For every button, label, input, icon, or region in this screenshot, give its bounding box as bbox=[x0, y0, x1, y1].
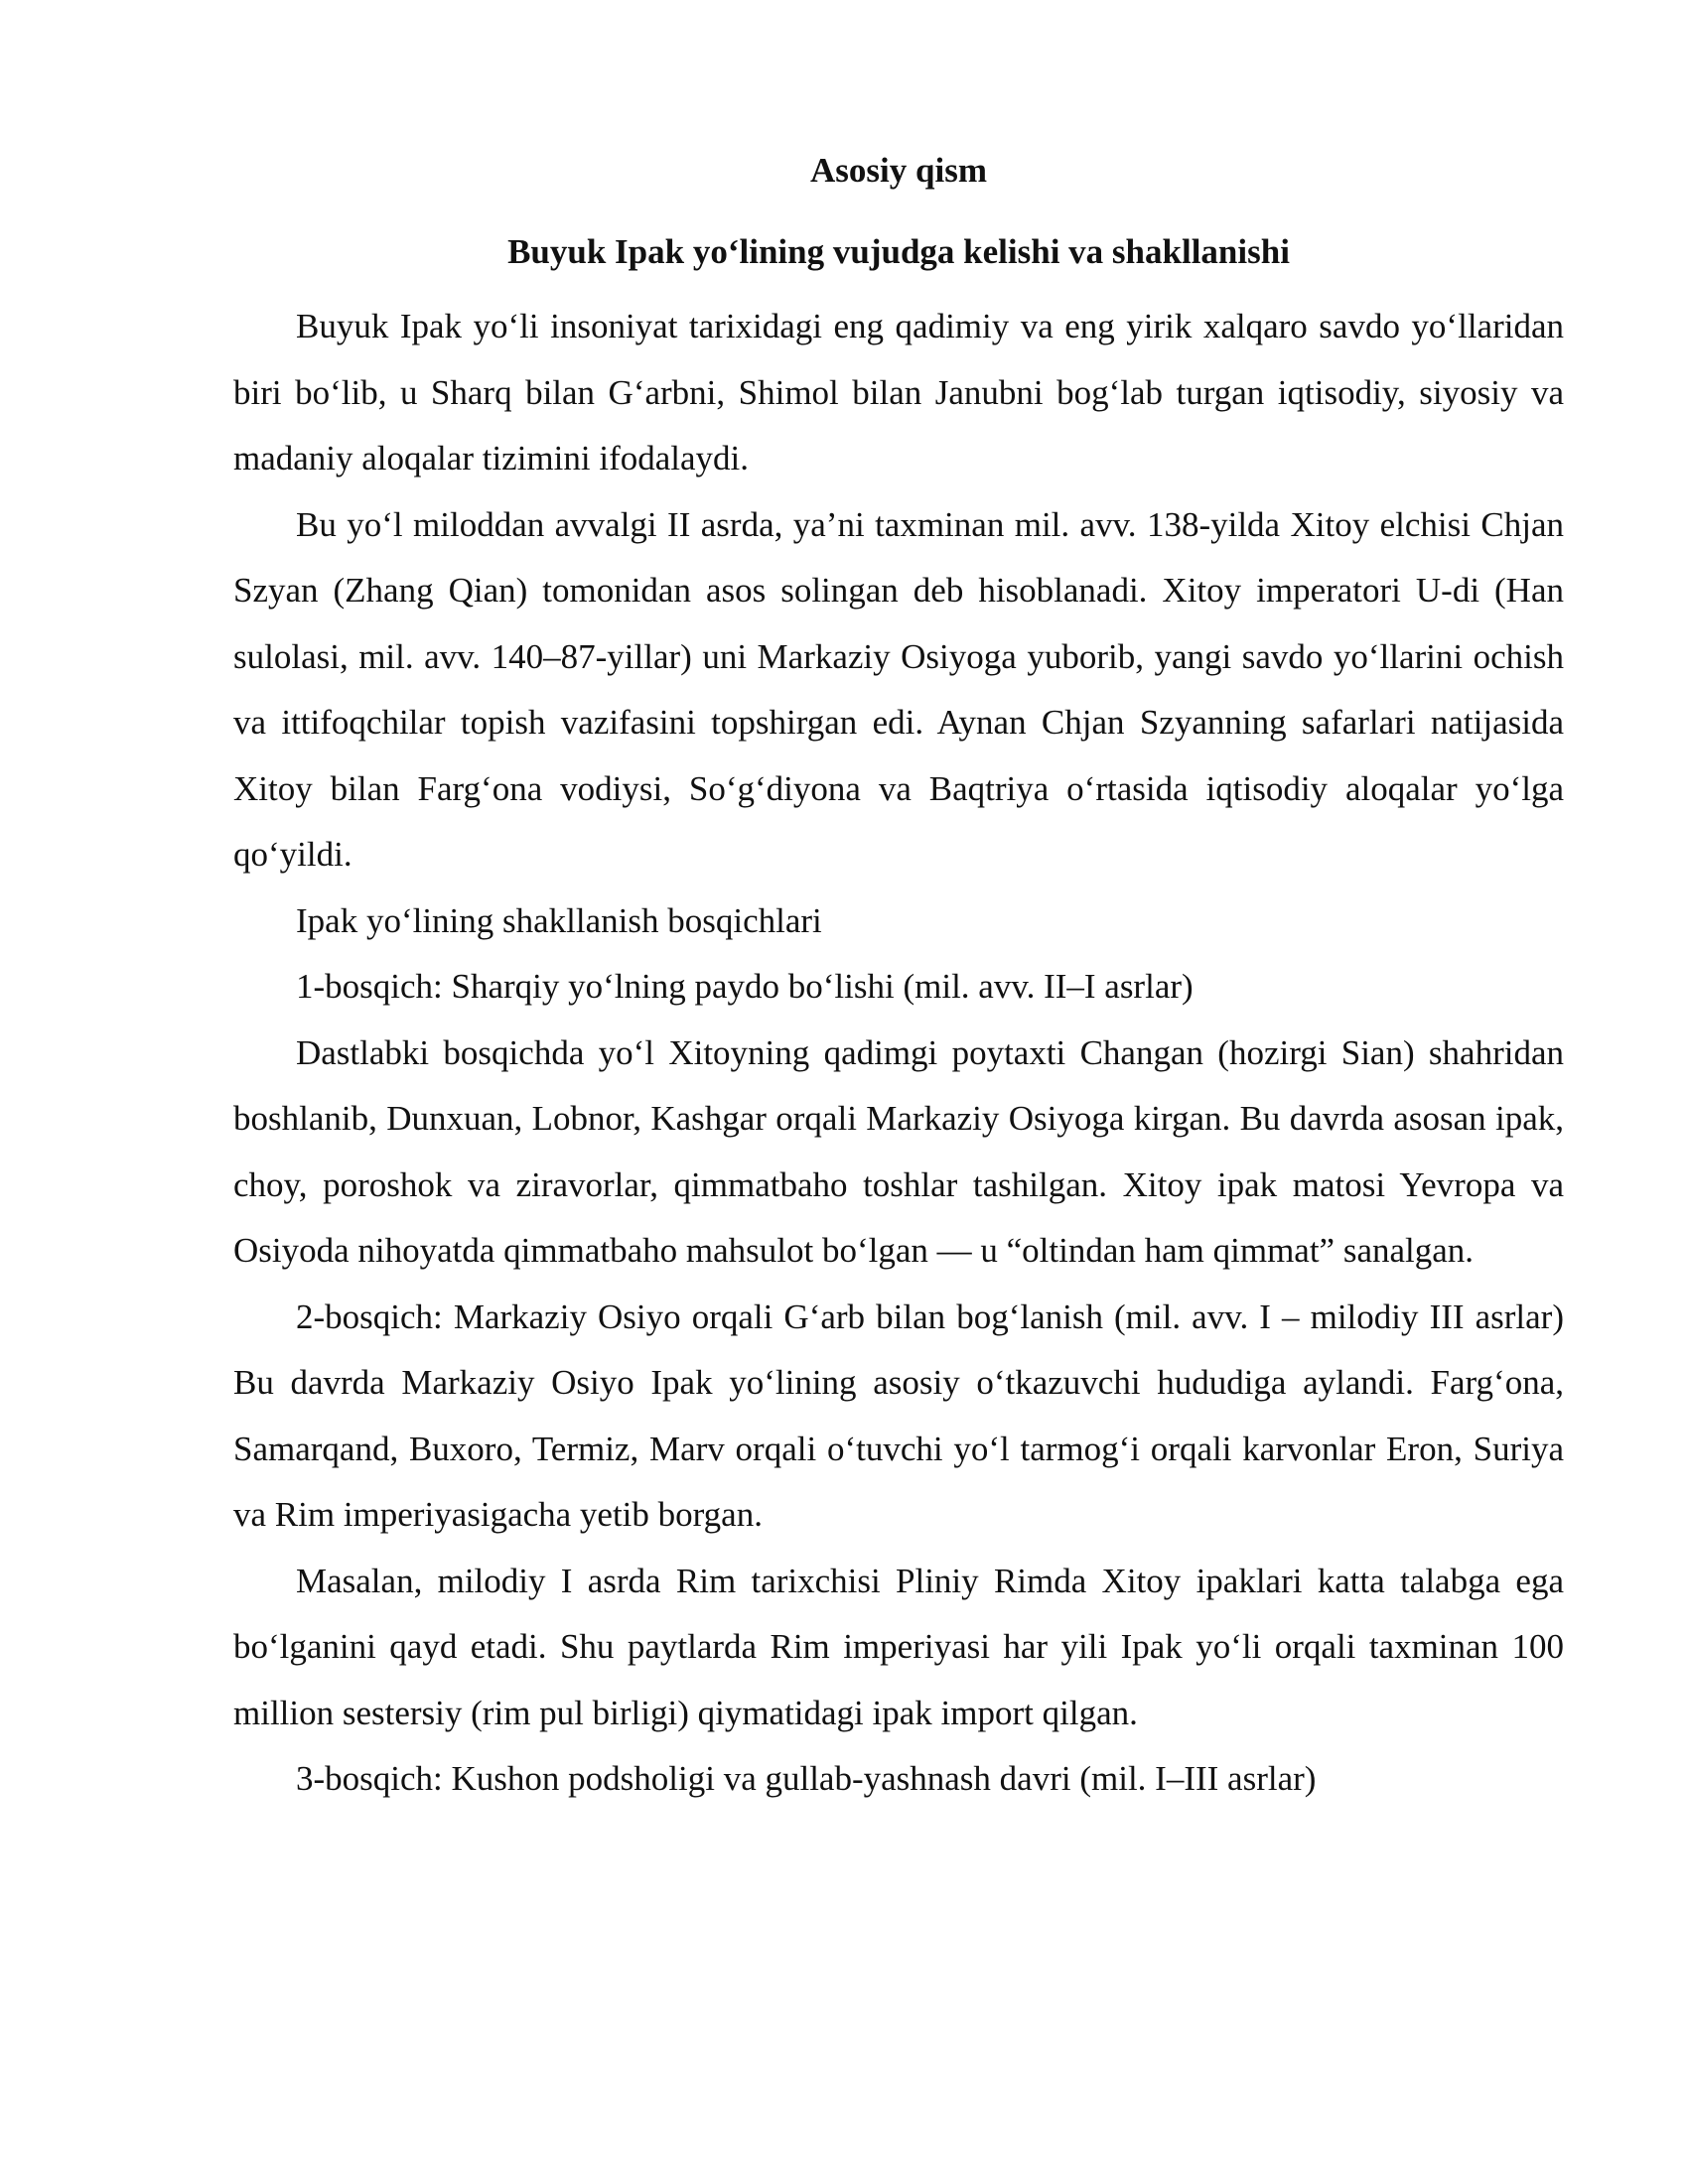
paragraph-stages-heading: Ipak yo‘lining shakllanish bosqichlari bbox=[296, 900, 822, 940]
section-title: Asosiy qism bbox=[810, 151, 987, 190]
chapter-title: Buyuk Ipak yo‘lining vujudga kelishi va shakllanishi bbox=[507, 232, 1290, 271]
paragraph-intro: Buyuk Ipak yo‘li insoniyat tarixidagi eng qadimiy va eng yirik xalqaro savdo yo‘llaridan biri bo‘lib, u Sharq bilan G‘arbni, Shimol bilan Janubni bog‘lab turgan iqtisodiy, siyosiy va madaniy aloqalar tizimini ifodalaydi. bbox=[233, 307, 1564, 478]
document-page bbox=[233, 147, 1564, 1813]
paragraph-stage-1-body: Dastlabki bosqichda yo‘l Xitoyning qadimgi poytaxti Changan (hozirgi Sian) shahridan boshlanib, Dunxuan, Lobnor, Kashgar orqali Markaziy Osiyoga kirgan. Bu davrda asosan ipak, choy, poroshok va ziravorlar, qimmatbaho toshlar tashilgan. Xitoy ipak matosi Yevropa va Osiyoda nihoyatda qimmatbaho mahsulot bo‘lgan — u “oltindan ham qimmat” sanalgan. bbox=[233, 1032, 1564, 1270]
paragraph-stage-3-title: 3-bosqich: Kushon podsholigi va gullab-yashnash davri (mil. I–III asrlar) bbox=[296, 1759, 1317, 1798]
paragraph-stage-2: 2-bosqich: Markaziy Osiyo orqali G‘arb bilan bog‘lanish (mil. avv. I – milodiy III asrlar) Bu davrda Markaziy Osiyo Ipak yo‘lining asosiy o‘tkazuvchi hududiga aylandi. Farg‘ona, Samarqand, Buxoro, Termiz, Marv orqali o‘tuvchi yo‘l tarmog‘i orqali karvonlar Eron, Suriya va Rim imperiyasigacha yetib borgan. bbox=[233, 1297, 1564, 1534]
paragraph-example: Masalan, milodiy I asrda Rim tarixchisi Pliniy Rimda Xitoy ipaklari katta talabga ega bo‘lganini qayd etadi. Shu paytlarda Rim imperiyasi har yili Ipak yo‘li orqali taxminan 100 million sestersiy (rim pul birligi) qiymatidagi ipak import qilgan. bbox=[233, 1561, 1564, 1732]
paragraph-origin: Bu yo‘l miloddan avvalgi II asrda, ya’ni taxminan mil. avv. 138-yilda Xitoy elchisi Chjan Szyan (Zhang Qian) tomonidan asos solingan deb hisoblanadi. Xitoy imperatori U-di (Han sulolasi, mil. avv. 140–87-yillar) uni Markaziy Osiyoga yuborib, yangi savdo yo‘llarini ochish va ittifoqchilar topish vazifasini topshirgan edi. Aynan Chjan Szyanning safarlari natijasida Xitoy bilan Farg‘ona vodiysi, So‘g‘diyona va Baqtriya o‘rtasida iqtisodiy aloqalar yo‘lga qo‘yildi. bbox=[233, 504, 1564, 874]
paragraph-stage-1-title: 1-bosqich: Sharqiy yo‘lning paydo bo‘lishi (mil. avv. II–I asrlar) bbox=[296, 967, 1194, 1006]
